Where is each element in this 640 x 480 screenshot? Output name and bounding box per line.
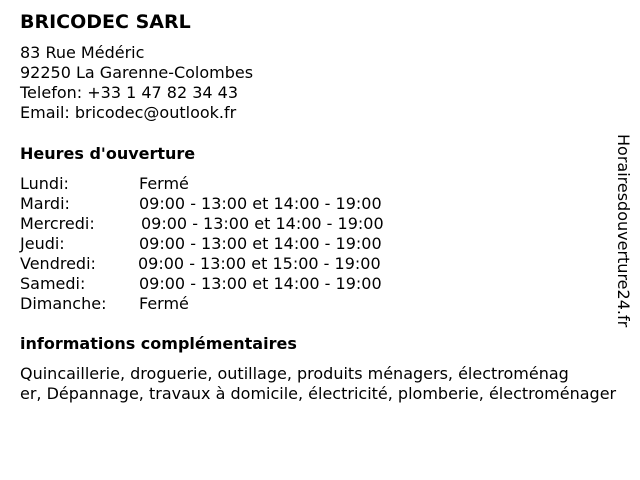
info-line-1: Quincaillerie, droguerie, outillage, produits ménagers, électroménag (20, 364, 569, 383)
hours-table (20, 174, 440, 314)
watermark-text: Horairesdouverture24.fr (614, 134, 633, 328)
day-hours: 09:00 - 13:00 et 14:00 - 19:00 (139, 234, 382, 253)
day-hours: Fermé (139, 174, 189, 193)
hours-row-wednesday (20, 214, 440, 234)
day-hours: 09:00 - 13:00 et 14:00 - 19:00 (141, 214, 384, 233)
city-address: 92250 La Garenne-Colombes (20, 63, 254, 82)
day-hours: 09:00 - 13:00 et 14:00 - 19:00 (139, 194, 382, 213)
email-address[interactable]: Email: bricodec@outlook.fr (20, 103, 237, 122)
hours-row-thursday (20, 234, 440, 254)
hours-row-sunday (20, 294, 440, 314)
hours-row-friday (20, 254, 440, 274)
business-name: BRICODEC SARL (20, 11, 191, 33)
hours-heading: Heures d'ouverture (20, 144, 196, 163)
hours-row-tuesday (20, 194, 440, 214)
info-description (20, 364, 632, 404)
street-address: 83 Rue Médéric (20, 43, 145, 62)
info-line-2: er, Dépannage, travaux à domicile, électricité, plomberie, électroménager (20, 384, 617, 403)
day-label: Mercredi: (20, 214, 95, 233)
hours-row-monday (20, 174, 440, 194)
address-block (20, 43, 253, 123)
day-label: Mardi: (20, 194, 70, 213)
day-label: Samedi: (20, 274, 86, 293)
day-label: Lundi: (20, 174, 69, 193)
phone-number[interactable]: Telefon: +33 1 47 82 34 43 (20, 83, 239, 102)
day-hours: 09:00 - 13:00 et 15:00 - 19:00 (138, 254, 381, 273)
day-hours: Fermé (139, 294, 189, 313)
site-watermark (612, 134, 634, 346)
hours-row-saturday (20, 274, 440, 294)
day-hours: 09:00 - 13:00 et 14:00 - 19:00 (139, 274, 382, 293)
day-label: Dimanche: (20, 294, 107, 313)
day-label: Vendredi: (20, 254, 96, 273)
info-heading: informations complémentaires (20, 334, 297, 353)
day-label: Jeudi: (20, 234, 65, 253)
